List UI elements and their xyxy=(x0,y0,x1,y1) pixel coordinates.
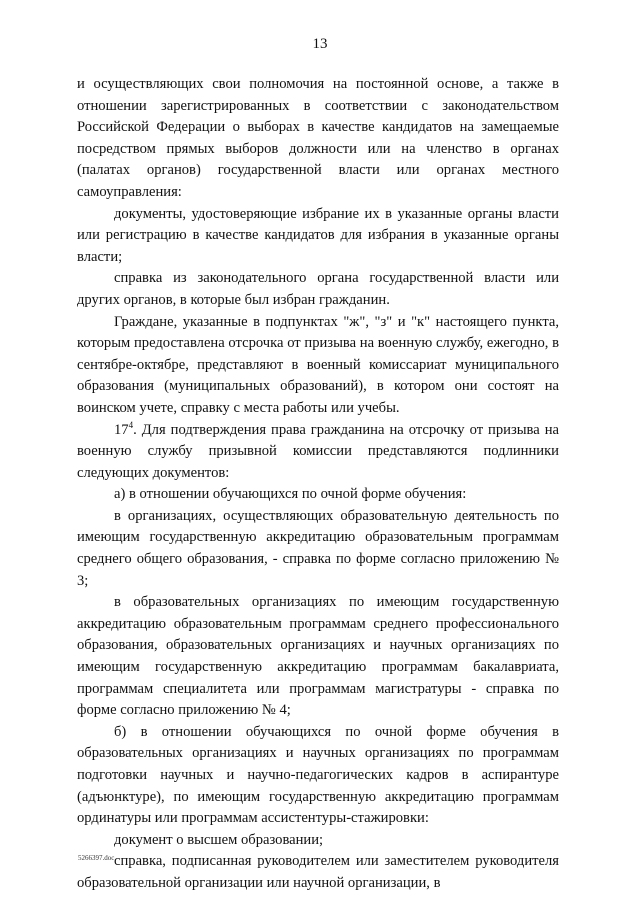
paragraph-subitem-a: а) в отношении обучающихся по очной форме обучения: xyxy=(114,486,467,503)
document-code: 5266397.doc xyxy=(78,854,115,862)
paragraph-professional-education: в образовательных организациях по имеющим государственную аккредитацию образовательным программам среднего профессионального образования, образовательных организациях и научных организациях по имеющим государственную аккредитацию программам бакалавриата, программам специалитета или программам магистратуры - справка по форме согласно приложению № 4; xyxy=(77,594,559,719)
item-number: 17 xyxy=(114,421,129,438)
paragraph-diploma: документ о высшем образовании; xyxy=(114,831,324,848)
paragraph-continuation: и осуществляющих свои полномочия на постоянной основе, а также в отношении зарегистрированных в соответствии с законодательством Российской Федерации о выборах в качестве кандидатов на замещаемые посредством прямых выборов должности или на членство в органах (палатах органов) государственной власти или органах местного самоуправления: xyxy=(77,76,559,200)
document-body xyxy=(77,74,559,895)
paragraph-item-17-4 xyxy=(77,420,559,485)
item-superscript: 4 xyxy=(128,419,134,430)
paragraph-citizens: Граждане, указанные в подпунктах "ж", "з" и "к" настоящего пункта, которым предоставлена отсрочка от призыва на военную службу, ежегодно, в сентябре-октябре, представляют в военный комиссариат муниципального образования (муниципальных образований), в котором они состоят на воинском учете, справку с места работы или учебы. xyxy=(77,313,559,416)
paragraph-subitem-b: б) в отношении обучающихся по очной форме обучения в образовательных организациях и научных организациях по программам подготовки научных и научно-педагогических кадров в аспирантуре (адъюнктуре), по имеющим государственную аккредитацию программам ординатуры или программам ассистентуры-стажировки: xyxy=(77,723,559,827)
paragraph-signed-certificate: справка, подписанная руководителем или заместителем руководителя образовательной организации или научной организации, в xyxy=(77,853,559,891)
item-text: . Для подтверждения права гражданина на отсрочку от призыва на военную службу призывной комиссии представляются подлинники следующих документов: xyxy=(77,421,559,481)
paragraph-certificate: справка из законодательного органа государственной власти или других органов, в которые был избран гражданин. xyxy=(77,270,559,308)
page-number: 13 xyxy=(312,36,328,52)
paragraph-general-education: в организациях, осуществляющих образовательную деятельность по имеющим государственную аккредитацию образовательным программам среднего общего образования, - справка по форме согласно приложению № 3; xyxy=(77,507,559,589)
paragraph-documents: документы, удостоверяющие избрание их в указанные органы власти или регистрацию в качестве кандидатов для избрания в указанные органы власти; xyxy=(77,205,559,265)
